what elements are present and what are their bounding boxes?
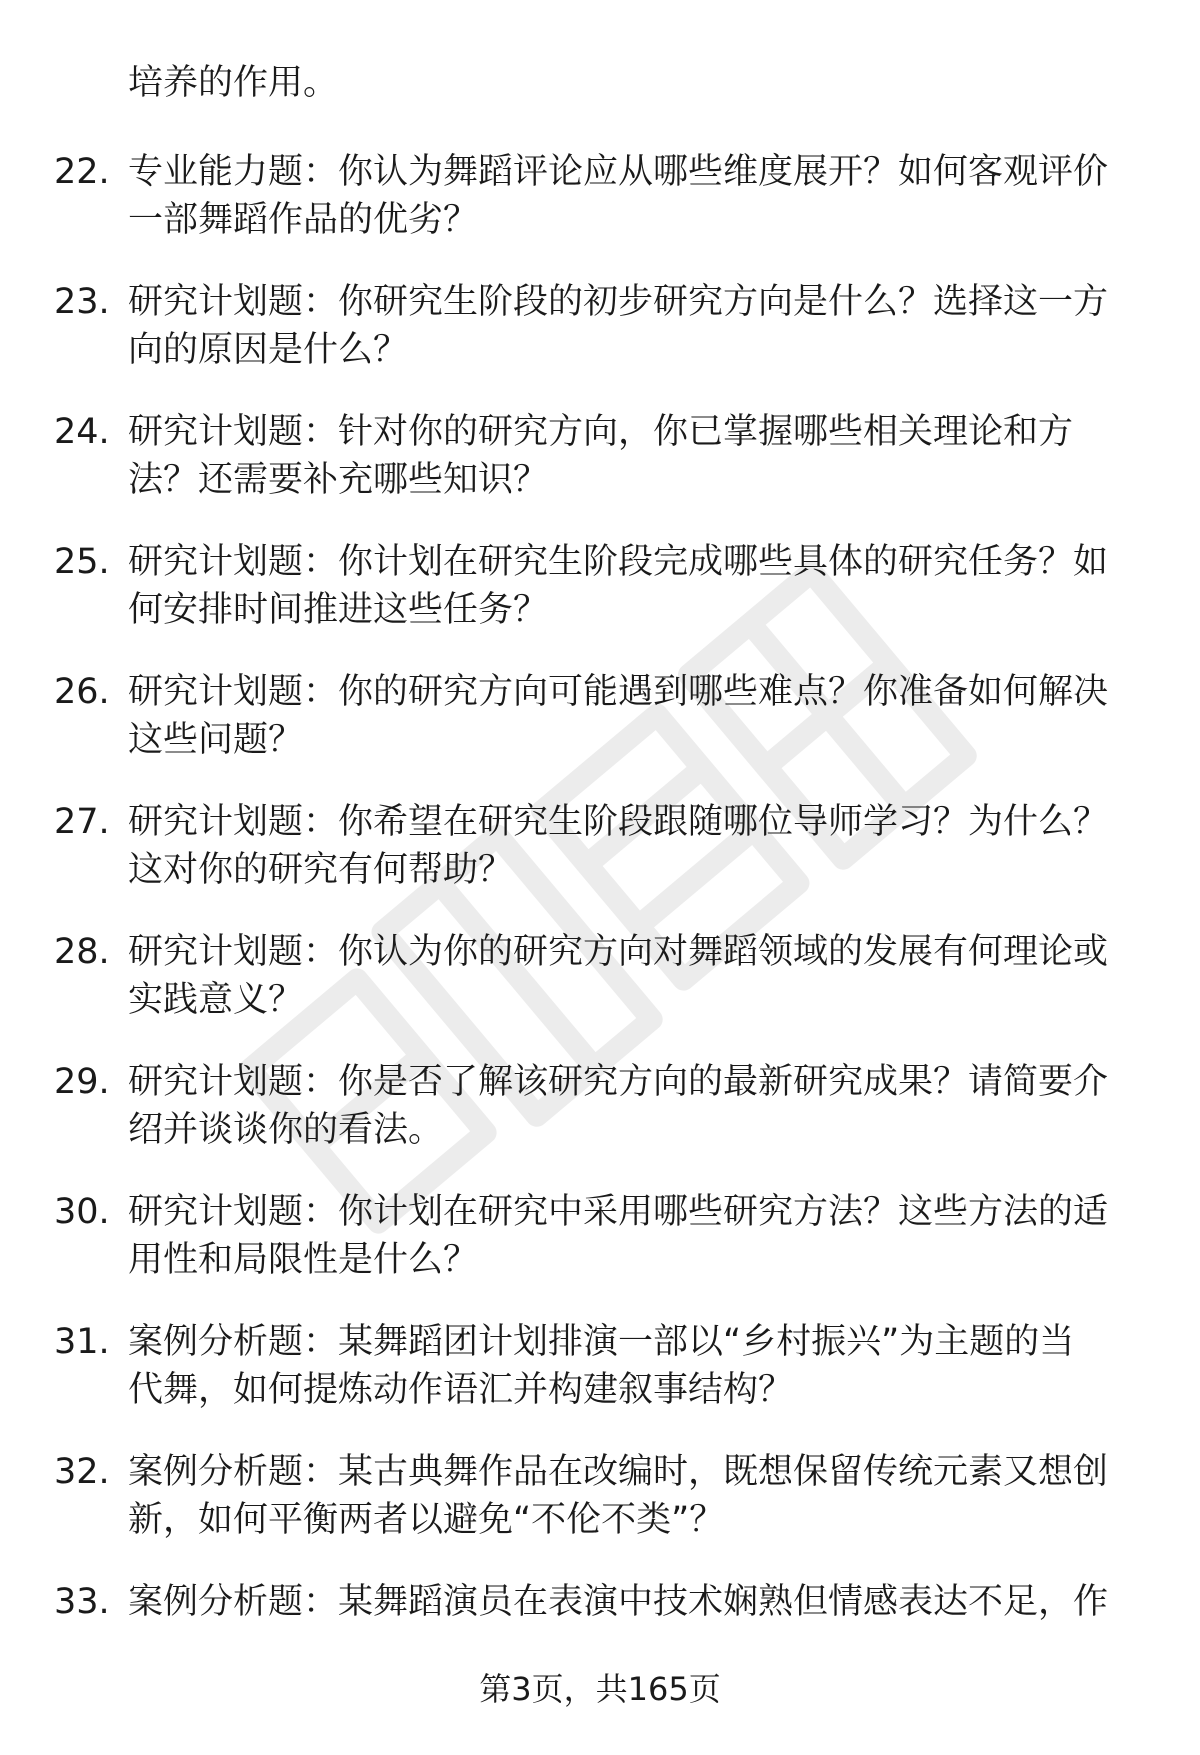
question-line: 研究计划题：你认为你的研究方向对舞蹈领域的发展有何理论或 (128, 932, 1109, 972)
question-line: 向的原因是什么？ (128, 330, 409, 370)
question-number: 33. (54, 1582, 110, 1622)
question-item (0, 538, 1200, 668)
question-text (128, 928, 1136, 1024)
question-text (128, 1448, 1136, 1544)
question-line: 代舞，如何提炼动作语汇并构建叙事结构？ (128, 1370, 794, 1410)
question-text (128, 408, 1136, 504)
question-text (128, 668, 1136, 764)
question-number: 25. (54, 542, 110, 582)
question-item (0, 928, 1200, 1058)
question-text (128, 1318, 1136, 1414)
question-item (0, 1448, 1200, 1578)
question-text (128, 538, 1136, 634)
question-list (0, 148, 1200, 1708)
question-item (0, 1318, 1200, 1448)
question-line: 研究计划题：你计划在研究生阶段完成哪些具体的研究任务？如 (128, 542, 1109, 582)
question-line: 一部舞蹈作品的优劣？ (128, 200, 479, 240)
question-line: 研究计划题：你研究生阶段的初步研究方向是什么？选择这一方 (128, 282, 1109, 322)
question-item (0, 408, 1200, 538)
question-line: 新，如何平衡两者以避免“不伦不类”？ (128, 1500, 725, 1540)
question-text (128, 278, 1136, 374)
question-line: 案例分析题：某舞蹈团计划排演一部以“乡村振兴”为主题的当 (128, 1322, 1075, 1362)
question-line: 专业能力题：你认为舞蹈评论应从哪些维度展开？如何客观评价 (128, 152, 1109, 192)
question-text (128, 1578, 1136, 1626)
question-line: 实践意义？ (128, 980, 304, 1020)
question-item (0, 668, 1200, 798)
question-line: 绍并谈谈你的看法。 (128, 1110, 444, 1150)
question-item (0, 1058, 1200, 1188)
question-text (128, 1058, 1136, 1154)
question-line: 研究计划题：你是否了解该研究方向的最新研究成果？请简要介 (128, 1062, 1109, 1102)
question-number: 29. (54, 1062, 110, 1102)
question-item (0, 798, 1200, 928)
question-text (128, 798, 1136, 894)
question-number: 27. (54, 802, 110, 842)
question-line: 研究计划题：你希望在研究生阶段跟随哪位导师学习？为什么？ (128, 802, 1109, 842)
question-number: 31. (54, 1322, 110, 1362)
question-item (0, 278, 1200, 408)
question-number: 32. (54, 1452, 110, 1492)
question-item (0, 148, 1200, 278)
question-line: 法？还需要补充哪些知识？ (128, 460, 549, 500)
question-text (128, 1188, 1136, 1284)
question-number: 28. (54, 932, 110, 972)
question-line: 这些问题？ (128, 720, 304, 760)
question-line: 这对你的研究有何帮助？ (128, 850, 514, 890)
question-number: 26. (54, 672, 110, 712)
question-line: 研究计划题：针对你的研究方向，你已掌握哪些相关理论和方 (128, 412, 1074, 452)
question-line: 研究计划题：你的研究方向可能遇到哪些难点？你准备如何解决 (128, 672, 1109, 712)
page-footer: 第3页，共165页 (479, 1670, 721, 1708)
question-number: 24. (54, 412, 110, 452)
question-text (128, 148, 1136, 244)
question-line: 用性和局限性是什么？ (128, 1240, 479, 1280)
question-line: 何安排时间推进这些任务？ (128, 590, 549, 630)
question-number: 23. (54, 282, 110, 322)
question-line: 研究计划题：你计划在研究中采用哪些研究方法？这些方法的适 (128, 1192, 1109, 1232)
question-number: 22. (54, 152, 110, 192)
question-number: 30. (54, 1192, 110, 1232)
question-line: 案例分析题：某舞蹈演员在表演中技术娴熟但情感表达不足，作 (128, 1582, 1109, 1622)
continuation-text: 培养的作用。 (128, 63, 339, 103)
question-item (0, 1188, 1200, 1318)
question-line: 案例分析题：某古典舞作品在改编时，既想保留传统元素又想创 (128, 1452, 1109, 1492)
